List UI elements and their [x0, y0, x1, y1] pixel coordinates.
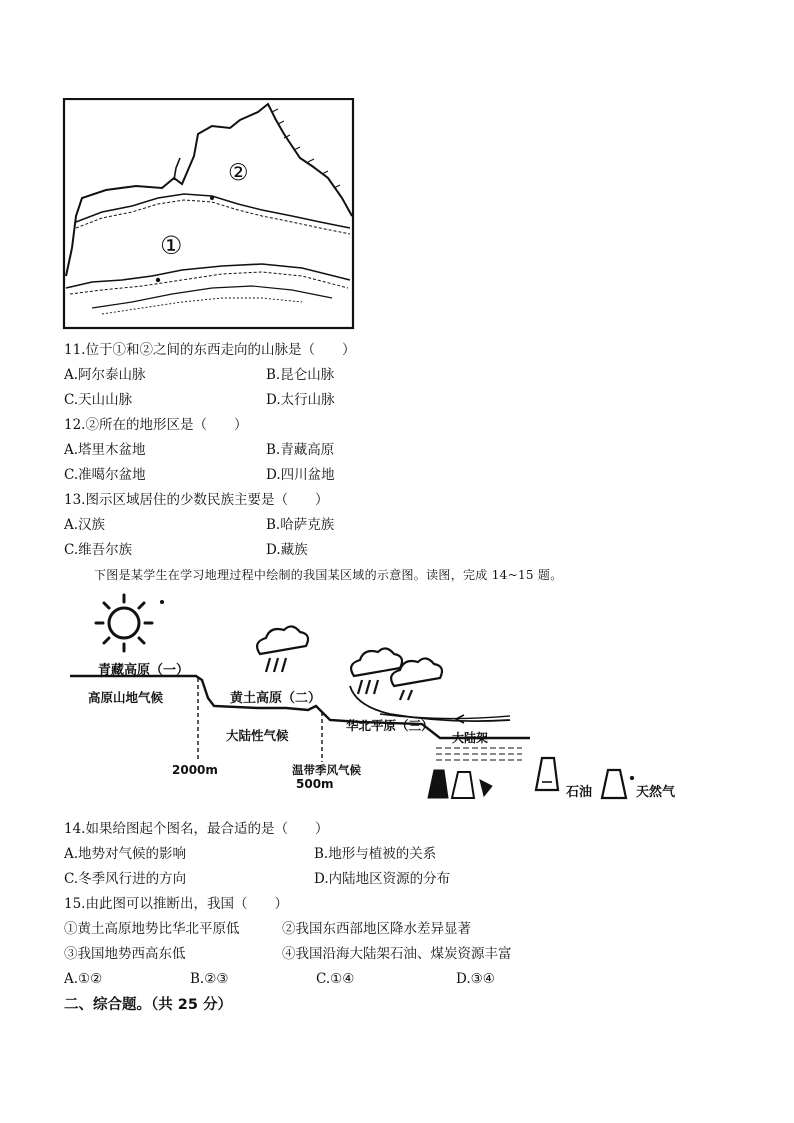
label-north-china-plain: 华北平原（三） [346, 718, 434, 733]
label-continental-climate: 大陆性气候 [226, 728, 289, 743]
q15-statement-3: ③我国地势西高东低 [64, 946, 186, 962]
q15-statement-4: ④我国沿海大陆架石油、煤炭资源丰富 [282, 946, 512, 962]
label-natural-gas: 天然气 [636, 785, 676, 800]
q14-option-a: A.地势对气候的影响 [64, 846, 187, 862]
kunlun-range [66, 264, 350, 288]
rain-clouds-east-icon [351, 648, 442, 700]
q15-statement-2: ②我国东西部地区降水差异显著 [282, 921, 471, 937]
q15-option-d: D.③④ [456, 971, 495, 987]
xinjiang-map [62, 98, 356, 330]
q15-statement-1: ①黄土高原地势比华北平原低 [64, 921, 240, 937]
q14-option-c: C.冬季风行进的方向 [64, 871, 187, 887]
q11-option-c: C.天山山脉 [64, 392, 133, 408]
q11-option-a: A.阿尔泰山脉 [64, 367, 146, 383]
border-line [66, 104, 352, 276]
q13-option-d: D.藏族 [266, 542, 308, 558]
map-label-1: ① [160, 231, 183, 260]
q13-option-c: C.维吾尔族 [64, 542, 133, 558]
oil-gas-rig-icons [428, 758, 634, 798]
q13-option-a: A.汉族 [64, 517, 106, 533]
diagram-intro: 下图是某学生在学习地理过程中绘制的我国某区域的示意图。读图，完成 14~15 题。 [94, 568, 563, 582]
label-500m: 500m [296, 777, 334, 791]
question-14-stem: 14.如果给图起个图名，最合适的是（ ） [64, 821, 329, 837]
rain-cloud-icon [257, 626, 308, 672]
section-2-heading: 二、综合题。（共 25 分） [64, 997, 233, 1013]
q13-option-b: B.哈萨克族 [266, 517, 335, 533]
question-11-stem: 11.位于①和②之间的东西走向的山脉是（ ） [64, 342, 356, 358]
label-loess-plateau: 黄土高原（二） [230, 691, 322, 706]
q12-option-b: B.青藏高原 [266, 442, 335, 458]
q12-option-a: A.塔里木盆地 [64, 442, 146, 458]
label-continental-shelf: 大陆架 [452, 731, 489, 745]
q14-option-b: B.地形与植被的关系 [314, 846, 437, 862]
q15-option-b: B.②③ [190, 971, 229, 987]
label-oil: 石油 [566, 785, 593, 800]
q15-option-a: A.①② [64, 971, 103, 987]
question-12-stem: 12.②所在的地形区是（ ） [64, 417, 248, 433]
map-label-2: ② [228, 160, 249, 186]
q15-option-c: C.①④ [316, 971, 355, 987]
label-qinghai-plateau: 青藏高原（一） [98, 663, 190, 678]
label-plateau-climate: 高原山地气候 [88, 690, 164, 705]
terrain-line [70, 676, 530, 738]
q14-option-d: D.内陆地区资源的分布 [314, 871, 451, 887]
sun-icon [96, 595, 164, 651]
question-13-stem: 13.图示区域居住的少数民族主要是（ ） [64, 492, 329, 508]
label-2000m: 2000m [172, 763, 218, 777]
question-15-stem: 15.由此图可以推断出，我国（ ） [64, 896, 288, 912]
q12-option-d: D.四川盆地 [266, 467, 335, 483]
label-monsoon-climate: 温带季风气候 [292, 763, 361, 777]
q12-option-c: C.准噶尔盆地 [64, 467, 146, 483]
q11-option-d: D.太行山脉 [266, 392, 335, 408]
terrain-profile-diagram [60, 586, 720, 814]
q11-option-b: B.昆仑山脉 [266, 367, 335, 383]
